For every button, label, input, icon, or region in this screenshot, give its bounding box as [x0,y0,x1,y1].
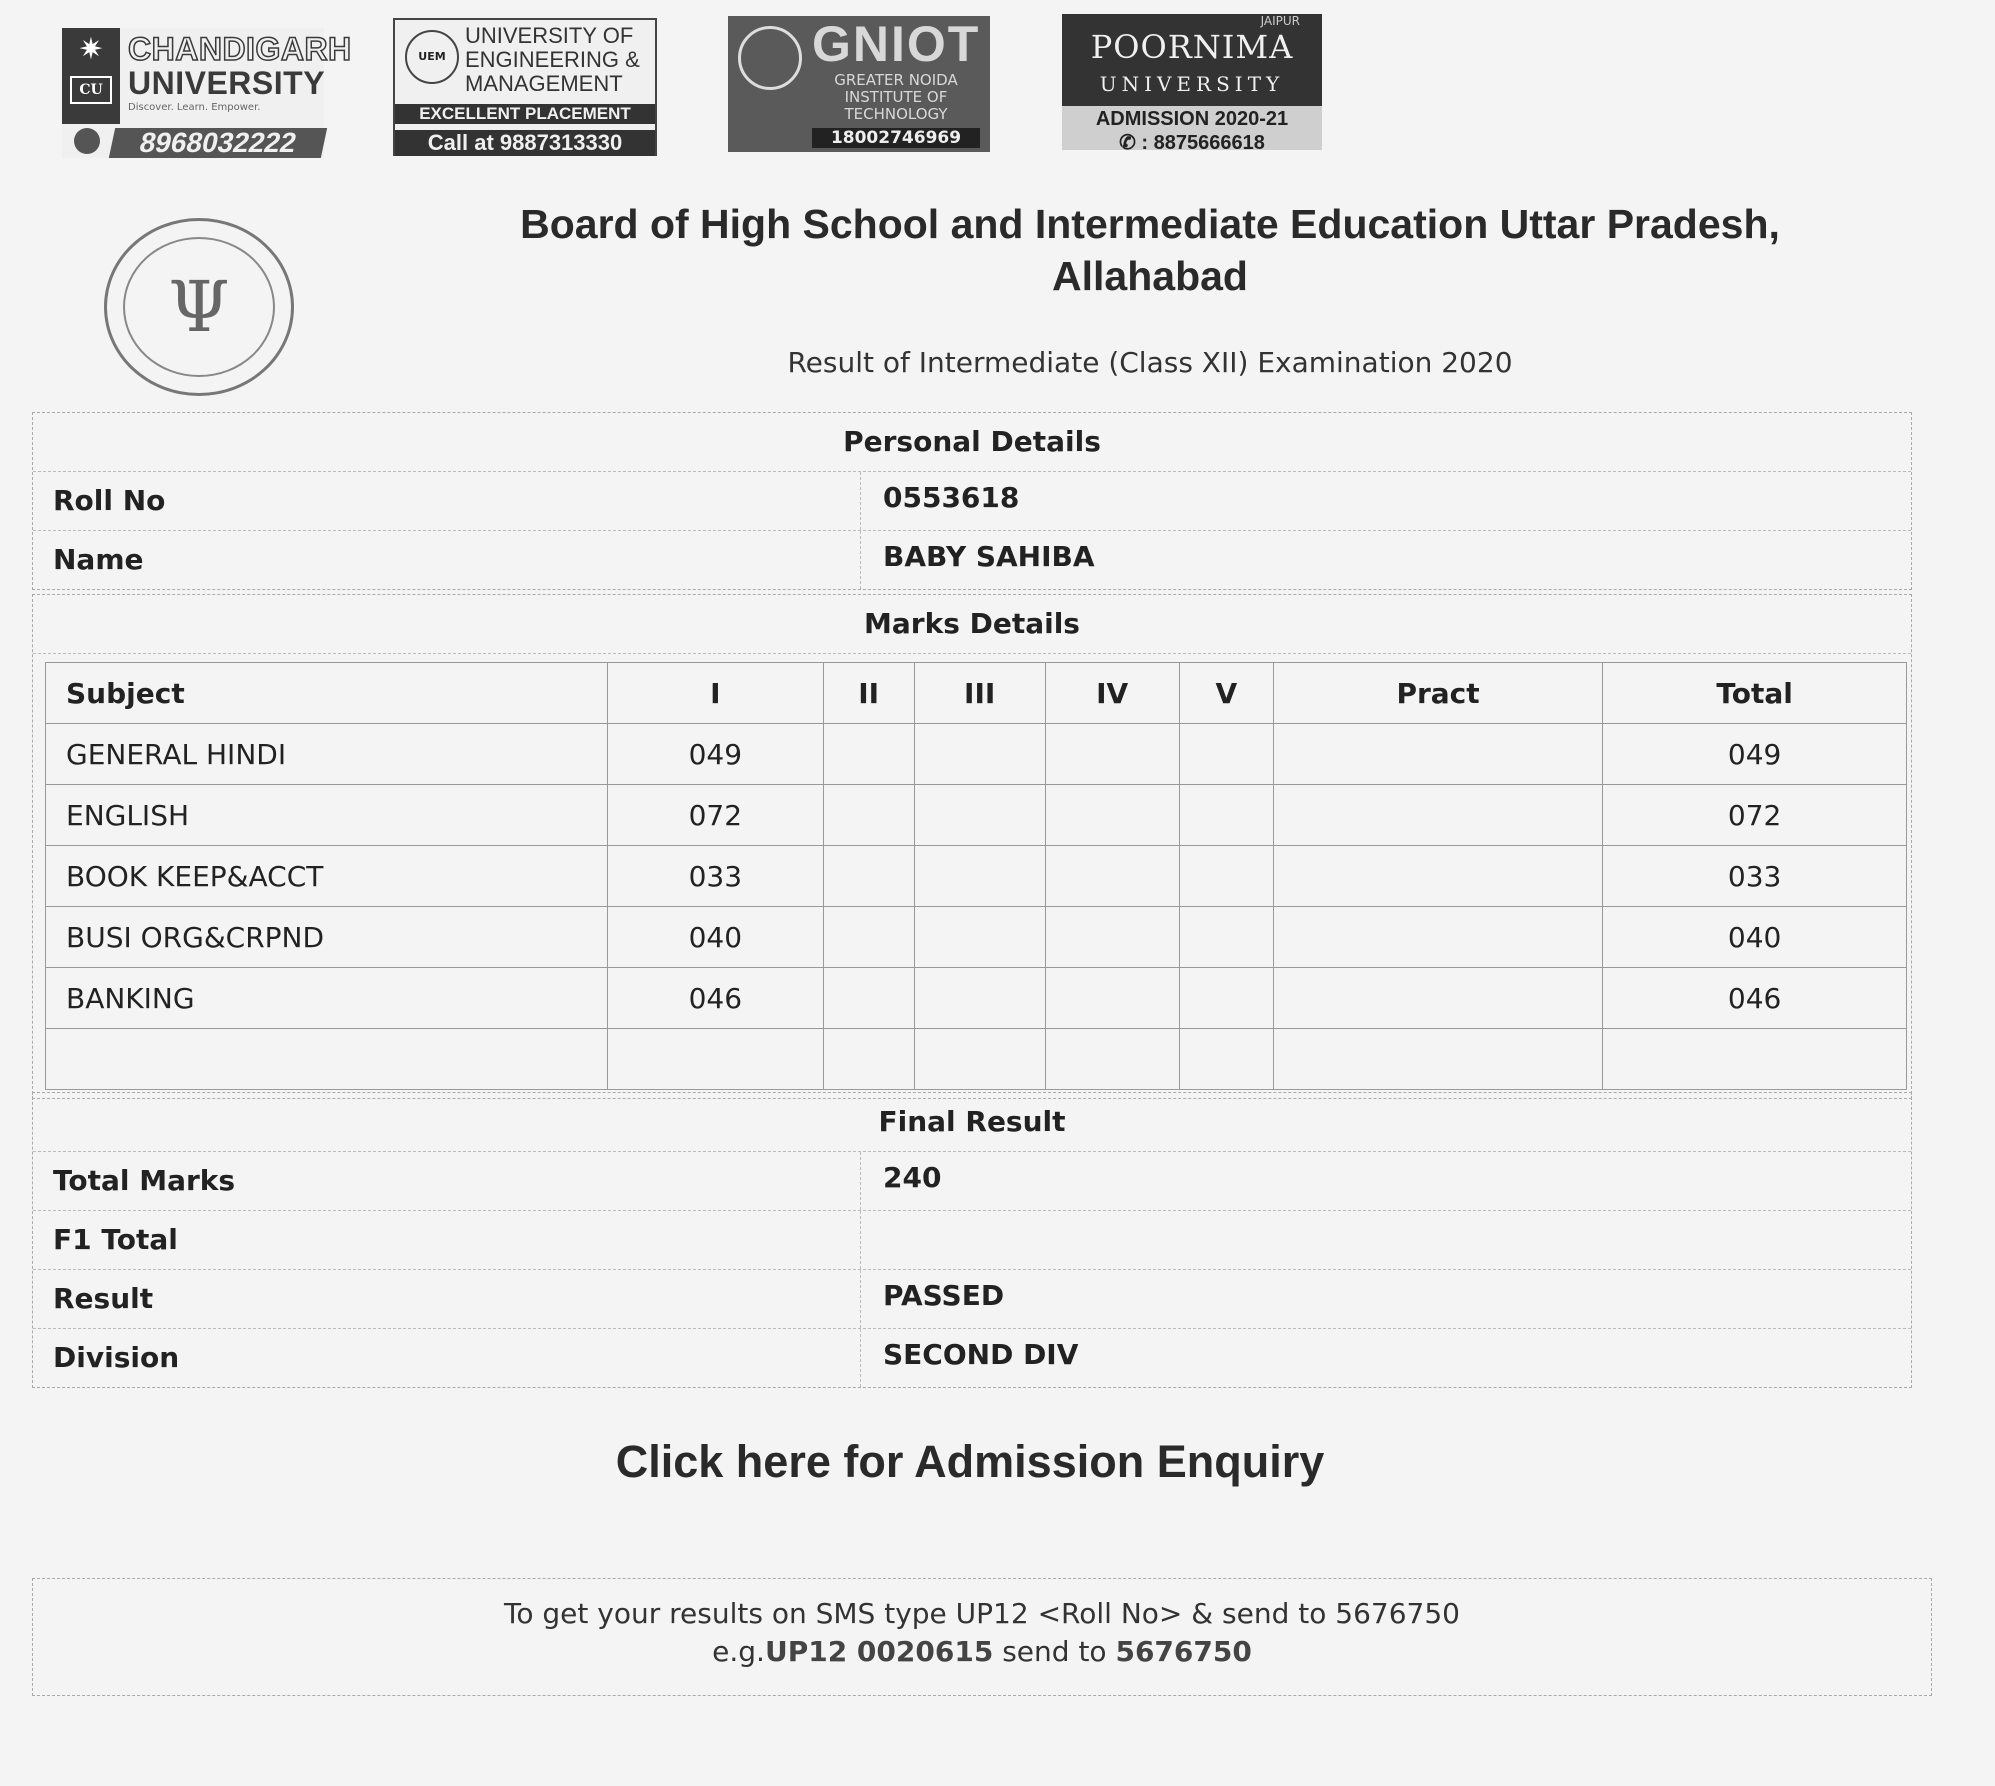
table-row [46,724,1907,785]
marks-details-heading: Marks Details [33,595,1911,654]
roll-label: Roll No [33,472,861,530]
mark-cell [1179,846,1273,907]
gniot-phone: 18002746969 [812,128,980,148]
mark-cell [1273,907,1602,968]
mark-cell [1179,907,1273,968]
sms-example [33,1633,1931,1671]
table-row [46,968,1907,1029]
cu-tagline: Discover. Learn. Empower. [128,102,261,113]
mark-cell [914,785,1045,846]
name-value: BABY SAHIBA [883,540,1095,573]
col-v: V [1179,663,1273,724]
mark-cell: 040 [608,907,824,968]
total-marks-row [33,1152,1911,1211]
mark-cell [1273,846,1602,907]
division-row [33,1329,1911,1387]
mark-cell [1045,724,1179,785]
marks-table [45,662,1907,1090]
subject-cell: ENGLISH [46,785,608,846]
col-ii: II [823,663,914,724]
personal-details-heading: Personal Details [33,413,1911,472]
sms-eg-prefix: e.g. [712,1635,765,1668]
total-marks-label: Total Marks [33,1152,861,1210]
table-row [46,1029,1907,1090]
mark-cell: 033 [608,846,824,907]
total-marks-value: 240 [883,1161,942,1194]
poornima-admission: ADMISSION 2020-21 [1095,108,1289,130]
col-subject: Subject [46,663,608,724]
subject-cell: BUSI ORG&CRPND [46,907,608,968]
mark-cell: 049 [608,724,824,785]
mark-cell [914,846,1045,907]
mark-cell [1045,1029,1179,1090]
seal-emblem-icon: Ψ [168,266,230,348]
cu-line2: UNIVERSITY [128,65,326,101]
mark-cell [608,1029,824,1090]
f1-total-row [33,1211,1911,1270]
exam-title: Result of Intermediate (Class XII) Examination 2020 [787,346,1513,379]
table-row [46,846,1907,907]
table-row [46,907,1907,968]
star-icon: ✷ [78,32,104,67]
gniot-subtitle: GREATER NOIDA INSTITUTE OF TECHNOLOGY [834,71,958,123]
cu-phone: 8968032222 [109,128,327,158]
total-cell: 072 [1603,785,1907,846]
f1-total-value [861,1211,1911,1269]
sms-eg-code: UP12 0020615 [764,1635,994,1668]
col-iv: IV [1045,663,1179,724]
gniot-logo [728,16,990,152]
total-cell: 040 [1603,907,1907,968]
mark-cell [914,907,1045,968]
chandigarh-university-logo [62,28,352,158]
division-label: Division [33,1329,861,1387]
mark-cell [823,724,914,785]
result-row [33,1270,1911,1329]
gniot-emblem-icon [738,26,802,90]
col-total: Total [1603,663,1907,724]
poornima-phone: ✆ : 8875666618 [1119,132,1265,154]
uem-phone-bar: Call at 9887313330 [395,130,655,156]
mark-cell [1045,785,1179,846]
final-result-heading: Final Result [33,1093,1911,1152]
admission-enquiry-link[interactable]: Click here for Admission Enquiry [615,1436,1325,1487]
poornima-name: POORNIMA [1090,28,1294,66]
mark-cell [1273,724,1602,785]
roll-row [33,472,1911,531]
personal-details-panel [32,412,1912,590]
mark-cell [1179,968,1273,1029]
mark-cell [823,785,914,846]
total-cell: 033 [1603,846,1907,907]
table-row [46,785,1907,846]
name-label: Name [33,531,861,589]
total-cell: 049 [1603,724,1907,785]
board-title-line2: Allahabad [1052,253,1248,299]
mark-cell [823,907,914,968]
col-i: I [608,663,824,724]
subject-cell: GENERAL HINDI [46,724,608,785]
mark-cell [1045,907,1179,968]
poornima-university-logo [1062,14,1322,154]
f1-total-label: F1 Total [33,1211,861,1269]
mark-cell [914,968,1045,1029]
result-value: PASSED [883,1279,1005,1312]
cu-badge-text: CU [70,76,112,104]
sms-eg-mid: send to [993,1635,1116,1668]
col-iii: III [914,663,1045,724]
subject-cell [46,1029,608,1090]
subject-cell: BANKING [46,968,608,1029]
mark-cell [1179,724,1273,785]
mark-cell: 046 [608,968,824,1029]
division-value: SECOND DIV [883,1338,1079,1371]
mark-cell [1273,1029,1602,1090]
uem-emblem-icon: UEM [405,30,459,84]
uem-logo [393,18,657,156]
phone-icon [74,128,100,154]
result-label: Result [33,1270,861,1328]
col-pract: Pract [1273,663,1602,724]
mark-cell: 072 [608,785,824,846]
mark-cell [914,724,1045,785]
board-title [440,198,1860,302]
mark-cell [823,846,914,907]
gniot-name: GNIOT [812,16,981,72]
mark-cell [914,1029,1045,1090]
final-result-panel [32,1092,1912,1388]
mark-cell [1179,1029,1273,1090]
sms-eg-number: 5676750 [1115,1635,1252,1668]
poornima-banner [1062,14,1322,106]
roll-value: 0553618 [883,481,1020,514]
name-row [33,531,1911,589]
poornima-city: JAIPUR [1260,14,1300,28]
mark-cell [1045,846,1179,907]
total-cell [1603,1029,1907,1090]
uem-placement-bar: EXCELLENT PLACEMENT [395,104,655,124]
poornima-university: UNIVERSITY [1099,72,1285,96]
up-government-seal-icon [104,218,294,396]
board-title-line1: Board of High School and Intermediate Education Uttar Pradesh, [520,201,1780,247]
uem-name: UNIVERSITY OF ENGINEERING & MANAGEMENT [465,23,640,96]
marks-header-row [46,663,1907,724]
sms-instruction: To get your results on SMS type UP12 <Roll No> & send to 5676750 [504,1597,1460,1630]
total-cell: 046 [1603,968,1907,1029]
sms-info-box [32,1578,1932,1696]
mark-cell [823,1029,914,1090]
mark-cell [1273,968,1602,1029]
mark-cell [1273,785,1602,846]
mark-cell [823,968,914,1029]
subject-cell: BOOK KEEP&ACCT [46,846,608,907]
cu-line1: CHANDIGARH [128,31,352,67]
cu-badge [62,28,120,124]
marks-details-panel [32,594,1912,1099]
mark-cell [1179,785,1273,846]
mark-cell [1045,968,1179,1029]
